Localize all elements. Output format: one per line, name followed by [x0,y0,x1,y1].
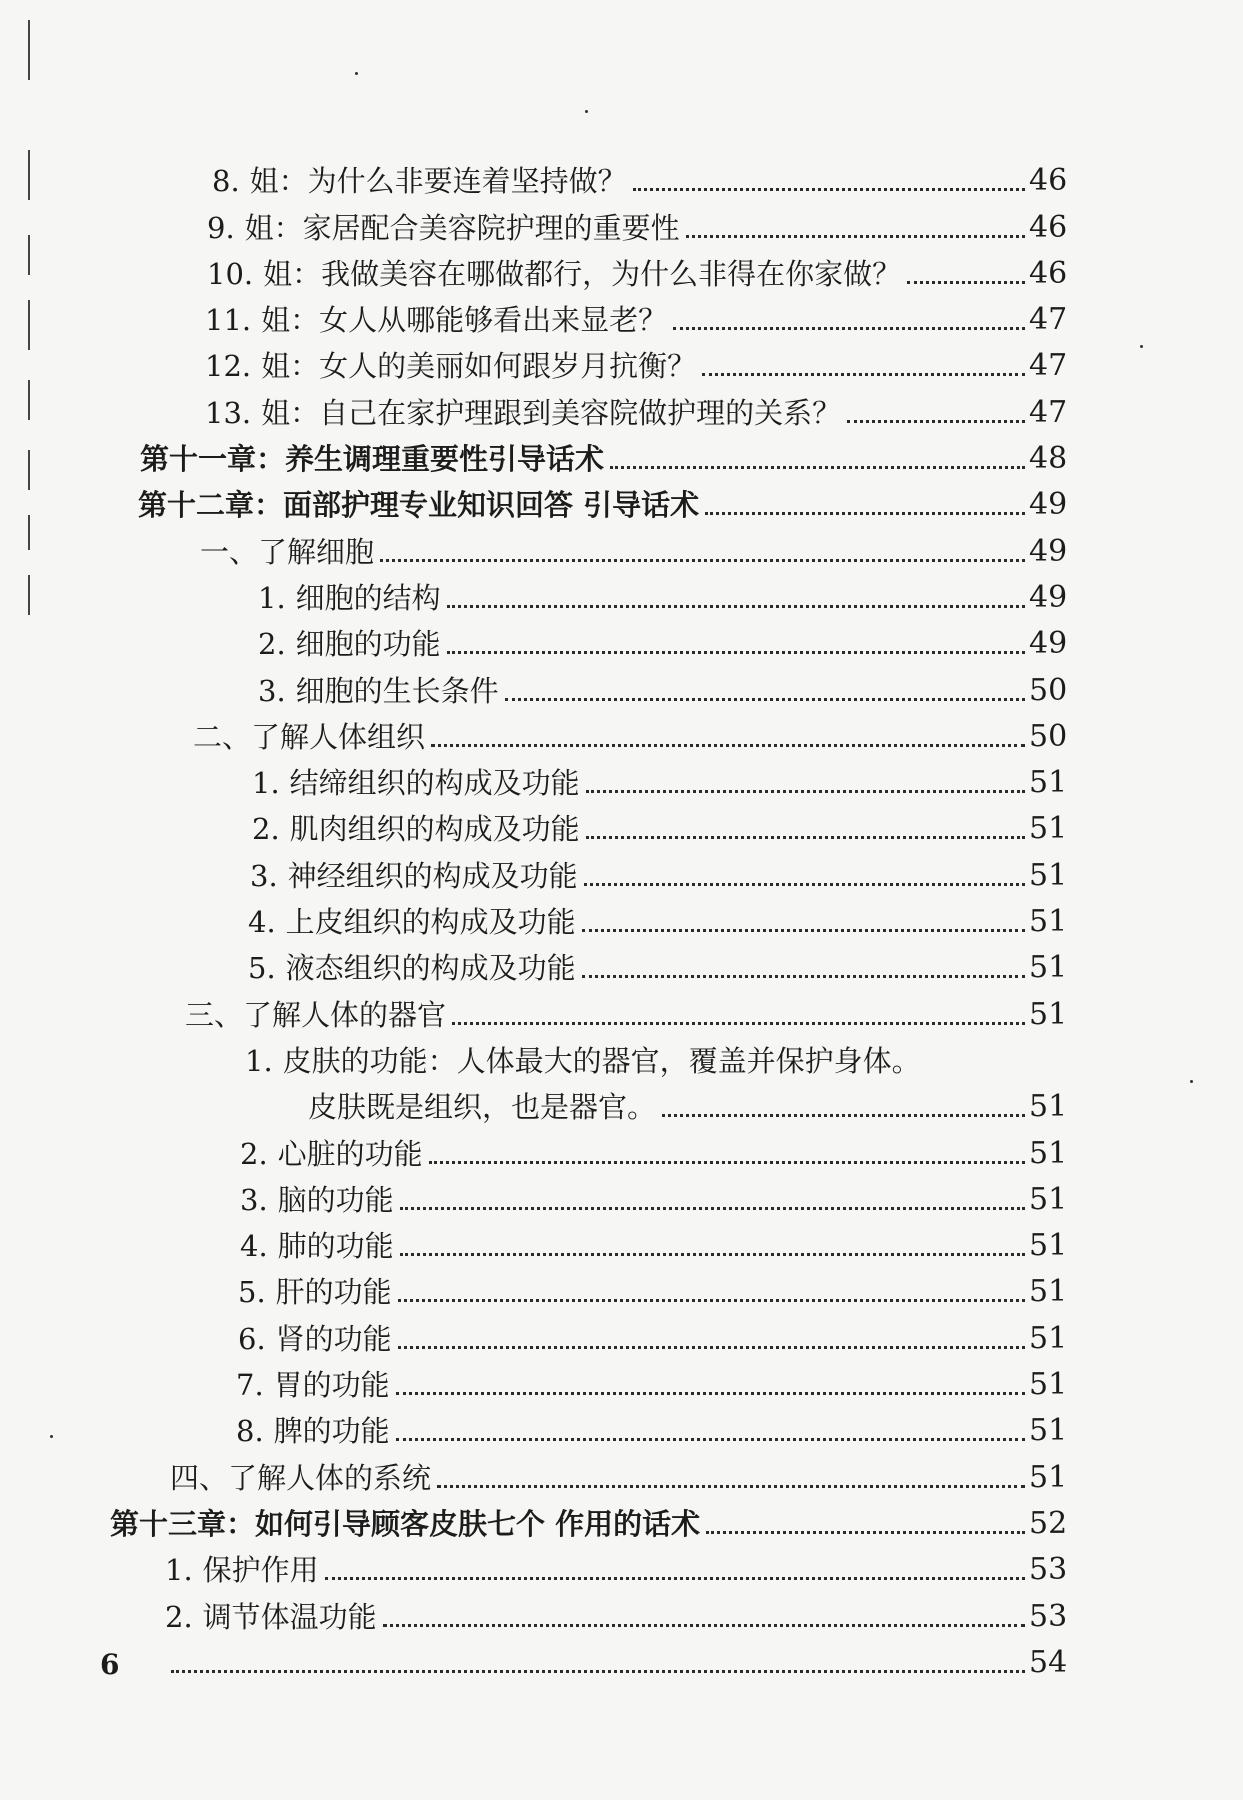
dot-leader [398,1299,1025,1302]
toc-entry-number: 4. [240,1229,268,1264]
toc-entry-title: 姐：女人的美丽如何跟岁月抗衡？ [261,349,697,384]
toc-entry-title: 皮肤的功能：人体最大的器官，覆盖并保护身体。 [282,1043,921,1078]
toc-entry-number: 6. [238,1321,266,1356]
toc-entry [0,1261,1243,1310]
toc-entry-number: 3. [258,673,286,708]
toc-entry-title: 皮肤既是组织，也是器官。 [308,1090,657,1125]
dot-leader [447,605,1025,608]
toc-entry-number: 2. [252,812,280,847]
toc-entry-page: 48 [1029,441,1068,477]
toc-entry-page: 51 [1029,996,1068,1032]
dot-leader [673,327,1025,330]
toc-section-entry [0,706,1243,752]
toc-entry-title: 心脏的功能 [277,1136,423,1171]
scan-speck [585,110,588,113]
toc-entry-title: 姐：家居配合美容院护理的重要性 [244,210,680,245]
toc-entry-title: 调节体温功能 [202,1599,377,1634]
toc-section-entry [0,983,1243,1032]
toc-entry [0,1215,1243,1264]
toc-section-entry [0,520,1243,569]
toc-chapter-entry [0,1493,1243,1539]
toc-entry [0,196,1243,245]
toc-entry-title: 细胞的结构 [295,580,441,615]
toc-entry-number: 1. [165,1553,193,1588]
toc-entry-title: 姐：为什么非要连着坚持做？ [249,164,627,199]
dot-leader [400,1207,1025,1210]
toc-entry-number: 5. [248,951,276,986]
toc-entry [0,335,1243,384]
toc-entry-title: 肺的功能 [277,1229,394,1264]
toc-entry-page: 51 [1029,1459,1068,1495]
dot-leader [505,698,1025,701]
toc-entry-number: 10. [207,256,254,291]
toc-entry [0,613,1243,662]
toc-entry-number: 2. [258,627,286,662]
toc-chapter-entry [0,428,1243,477]
page-number: 6 [100,1648,120,1681]
toc-entry [0,567,1243,613]
toc-entry-page: 51 [1029,1089,1068,1125]
toc-entry-number: 13. [205,395,252,430]
dot-leader [633,188,1025,191]
dot-leader [452,1022,1025,1025]
toc-entry [0,1354,1243,1403]
toc-entry [0,1585,1243,1634]
toc-entry-title: 脾的功能 [273,1414,390,1449]
toc-entry [0,798,1243,847]
toc-entry-page: 51 [1029,811,1068,847]
toc-entry-title: 三、了解人体的器官 [185,997,447,1032]
toc-entry [0,891,1243,940]
toc-entry-page: 47 [1029,348,1068,384]
dot-leader [705,512,1025,515]
toc-entry-title: 四、了解人体的系统 [170,1460,432,1495]
dot-leader [847,420,1025,423]
dot-leader [706,1531,1025,1534]
toc-entry-page: 47 [1029,394,1068,430]
toc-entry-title: 一、了解细胞 [200,534,375,569]
dot-leader [586,790,1025,793]
dot-leader [586,836,1025,839]
dot-leader [610,466,1025,469]
toc-entry-page: 46 [1029,255,1068,291]
dot-leader [396,1438,1025,1441]
toc-entry-page: 52 [1029,1505,1068,1541]
toc-entry-title: 上皮组织的构成及功能 [285,905,576,940]
toc-entry-title: 第十三章：如何引导顾客皮肤七个 作用的话术 [110,1506,701,1541]
toc-entry-number: 8. [212,164,240,199]
toc-entry-title: 姐：自己在家护理跟到美容院做护理的关系？ [261,395,842,430]
toc-entry [0,937,1243,986]
toc-entry-page: 51 [1029,1274,1068,1310]
toc-entry-title: 肌肉组织的构成及功能 [289,812,580,847]
toc-entry [0,1307,1243,1356]
toc-entry-page: 51 [1029,765,1068,801]
toc-entry-page: 53 [1029,1552,1068,1588]
toc-entry [0,1400,1243,1449]
dot-leader [702,373,1025,376]
toc-entry-page: 51 [1029,1413,1068,1449]
toc-entry-title: 神经组织的构成及功能 [287,858,578,893]
scan-speck [355,72,358,75]
dot-leader [447,651,1025,654]
toc-entry [0,1030,1243,1076]
toc-entry-title: 液态组织的构成及功能 [285,951,576,986]
toc-entry-page: 47 [1029,302,1068,338]
toc-entry-title: 保护作用 [202,1553,319,1588]
toc-entry-page: 51 [1029,950,1068,986]
dot-leader [431,744,1025,747]
toc-chapter-entry [0,474,1243,523]
dot-leader [171,1670,1025,1673]
toc-entry-page: 46 [1029,163,1068,199]
toc-entry-title: 第十二章：面部护理专业知识回答 引导话术 [138,488,700,523]
dot-leader [398,1346,1025,1349]
toc-entry-title: 细胞的生长条件 [295,673,499,708]
toc-entry-number: 8. [236,1414,264,1449]
dot-leader [582,975,1025,978]
toc-entry [0,150,1243,199]
toc-entry [0,1076,1243,1125]
toc-entry-title: 肝的功能 [275,1275,392,1310]
toc-entry-title: 胃的功能 [273,1368,390,1403]
toc-entry [0,1539,1243,1588]
dot-leader [325,1577,1025,1580]
toc-entry-title: 结缔组织的构成及功能 [289,766,580,801]
toc-entry-number: 2. [165,1599,193,1634]
toc-entry [0,381,1243,430]
dot-leader [429,1161,1025,1164]
dot-leader [383,1624,1025,1627]
toc-entry-number: 1. [258,580,286,615]
toc-entry [0,752,1243,801]
toc-entry-page: 51 [1029,1135,1068,1171]
toc-entry-page: 51 [1029,857,1068,893]
toc-entry-title: 姐：我做美容在哪做都行，为什么非得在你家做？ [263,256,902,291]
toc-entry-title: 二、了解人体组织 [193,719,426,754]
toc-entry-page: 51 [1029,904,1068,940]
toc-section-entry [0,1446,1243,1495]
dot-leader [662,1114,1025,1117]
toc-entry [0,1632,1243,1678]
toc-entry-number: 11. [205,303,252,338]
dot-leader [686,235,1025,238]
toc-entry-page: 49 [1029,533,1068,569]
dot-leader [400,1253,1025,1256]
toc-entry-number: 5. [238,1275,266,1310]
toc-entry-number: 9. [207,210,235,245]
toc-entry-number: 2. [240,1136,268,1171]
toc-entry-title: 第十一章：养生调理重要性引导话术 [140,442,605,477]
toc-entry-page: 50 [1029,718,1068,754]
toc-entry [0,1122,1243,1171]
toc-entry-number: 3. [240,1182,268,1217]
toc-entry-page: 51 [1029,1228,1068,1264]
dot-leader [396,1392,1025,1395]
dot-leader [907,281,1025,284]
margin-binding-mark [28,20,30,80]
toc-entry [0,289,1243,338]
toc-entry [0,1169,1243,1215]
toc-entry-title: 姐：女人从哪能够看出来显老？ [261,303,668,338]
toc-entry-number: 1. [252,766,280,801]
toc-entry-number: 1. [245,1043,273,1078]
toc-entry-title: 脑的功能 [277,1182,394,1217]
toc-entry [0,659,1243,708]
table-of-contents [0,150,1243,1678]
toc-entry [0,844,1243,893]
toc-entry-title: 肾的功能 [275,1321,392,1356]
toc-entry-page: 46 [1029,209,1068,245]
toc-entry-number: 7. [236,1368,264,1403]
toc-entry-page: 54 [1029,1644,1068,1680]
toc-entry-page: 53 [1029,1598,1068,1634]
dot-leader [582,929,1025,932]
toc-entry-page: 51 [1029,1367,1068,1403]
dot-leader [584,883,1025,886]
toc-entry-page: 50 [1029,672,1068,708]
dot-leader [380,559,1025,562]
toc-entry-number: 12. [205,349,252,384]
toc-entry-page: 51 [1029,1181,1068,1217]
toc-entry-page: 51 [1029,1320,1068,1356]
toc-entry-number: 4. [248,905,276,940]
toc-entry-page: 49 [1029,487,1068,523]
toc-entry-page: 49 [1029,626,1068,662]
toc-entry-page: 49 [1029,579,1068,615]
dot-leader [437,1485,1025,1488]
toc-entry [0,243,1243,289]
toc-entry-number: 3. [250,858,278,893]
toc-entry-title: 细胞的功能 [295,627,441,662]
